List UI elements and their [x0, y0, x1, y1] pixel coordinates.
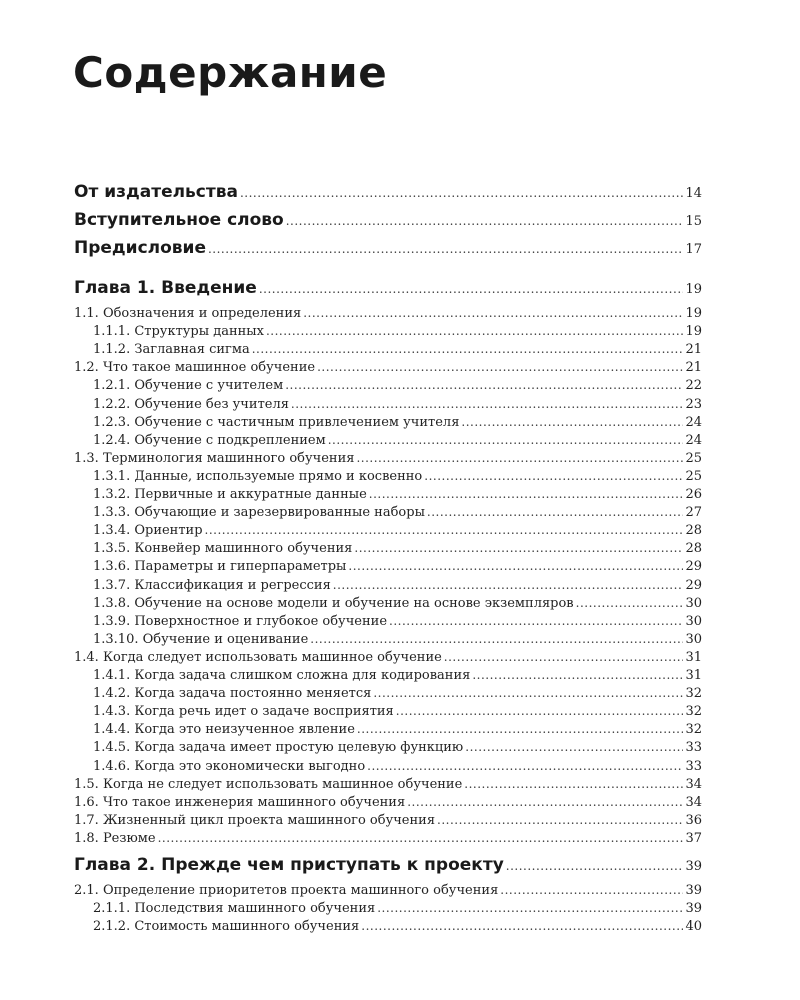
- toc-page-number: 25: [685, 450, 702, 466]
- toc-chapter-entry: [74, 238, 702, 258]
- toc-page-number: 15: [685, 214, 702, 229]
- dot-leader: [356, 451, 683, 465]
- toc-page-number: 33: [685, 758, 702, 774]
- toc-page-number: 19: [685, 306, 702, 321]
- toc-entry-title: От издательства: [74, 182, 238, 202]
- toc-page-number: 30: [685, 595, 702, 611]
- toc-subsection-entry: [93, 469, 702, 484]
- dot-leader: [576, 596, 684, 610]
- toc-entry-title: 1.7. Жизненный цикл проекта машинного обучения: [74, 812, 436, 828]
- toc-subsection-entry: [93, 487, 702, 502]
- toc-page-number: 29: [685, 559, 702, 575]
- toc-subsection-entry: [93, 505, 702, 520]
- toc-subsection-entry: [93, 632, 702, 647]
- toc-entry-title: 1.6. Что такое инженерия машинного обучения: [74, 794, 406, 810]
- toc-entry-title: 2.1.1. Последствия машинного обучения: [93, 901, 376, 916]
- toc-entry-title: 1.8. Резюме: [74, 830, 156, 846]
- dot-leader: [303, 306, 683, 320]
- toc-entry-title: 1.3.5. Конвейер машинного обучения: [93, 541, 353, 557]
- dot-leader: [396, 704, 684, 718]
- toc-subsection-entry: [93, 578, 702, 593]
- dot-leader: [317, 360, 683, 374]
- toc-section-entry: [74, 813, 702, 828]
- toc-page-number: 36: [685, 812, 702, 828]
- toc-entry-title: Глава 2. Прежде чем приступать к проекту: [74, 854, 504, 875]
- toc-entry-title: 1.3.6. Параметры и гиперпараметры: [93, 559, 347, 575]
- toc-page-number: 34: [685, 776, 702, 792]
- dot-leader: [252, 342, 684, 356]
- toc-entry-title: 1.3.7. Классификация и регрессия: [93, 577, 331, 593]
- dot-leader: [310, 632, 683, 646]
- toc-entry-title: 1.3.2. Первичные и аккуратные данные: [93, 487, 367, 502]
- toc-subsection-entry: [93, 596, 702, 611]
- toc-subsection-entry: [93, 901, 702, 916]
- toc-page-number: 30: [685, 631, 702, 647]
- toc-subsection-entry: [93, 415, 702, 430]
- dot-leader: [361, 919, 683, 933]
- toc-entry-title: 1.2.2. Обучение без учителя: [93, 396, 289, 412]
- dot-leader: [377, 901, 683, 915]
- toc-entry-title: 1.4.4. Когда это неизученное явление: [93, 722, 355, 738]
- toc-page-number: 26: [685, 487, 702, 502]
- dot-leader: [348, 559, 683, 573]
- dot-leader: [266, 324, 683, 338]
- toc-page-number: 31: [685, 668, 702, 683]
- toc-entry-title: 1.4.3. Когда речь идет о задаче восприятия: [93, 704, 394, 720]
- page-title: Содержание: [73, 48, 388, 97]
- toc-section-entry: [74, 306, 702, 321]
- dot-leader: [369, 487, 684, 501]
- toc-entry-title: 1.2.3. Обучение с частичным привлечением учителя: [93, 414, 460, 430]
- toc-chapter-entry: [74, 210, 702, 230]
- dot-leader: [286, 214, 684, 228]
- dot-leader: [367, 759, 683, 773]
- dot-leader: [465, 740, 683, 754]
- toc-entry-title: 1.3.9. Поверхностное и глубокое обучение: [93, 613, 388, 629]
- toc-subsection-entry: [93, 433, 702, 448]
- toc-section-entry: [74, 795, 702, 810]
- toc-page-number: 32: [685, 686, 702, 702]
- dot-leader: [240, 186, 683, 200]
- toc-page-number: 33: [685, 740, 702, 756]
- toc-entry-title: 1.3. Терминология машинного обучения: [74, 450, 355, 466]
- toc-page-number: 39: [685, 882, 702, 898]
- toc-section-entry: [74, 451, 702, 466]
- toc-page-number: 21: [685, 360, 702, 376]
- toc-entry-title: 1.4.1. Когда задача слишком сложна для кодирования: [93, 668, 471, 683]
- toc-subsection-entry: [93, 919, 702, 934]
- dot-leader: [259, 282, 684, 296]
- dot-leader: [328, 433, 684, 447]
- toc-entry-title: 1.4. Когда следует использовать машинное обучение: [74, 649, 442, 665]
- dot-leader: [407, 795, 683, 809]
- toc-page-number: 31: [685, 649, 702, 665]
- dot-leader: [424, 469, 683, 483]
- toc-entry-title: 1.3.1. Данные, используемые прямо и косвенно: [93, 468, 423, 484]
- dot-leader: [472, 668, 683, 682]
- toc-entry-title: 1.5. Когда не следует использовать машинное обучение: [74, 776, 463, 792]
- toc-entry-title: 1.4.6. Когда это экономически выгодно: [93, 758, 366, 774]
- toc-page-number: 34: [685, 794, 702, 810]
- toc-page-number: 19: [685, 282, 702, 297]
- toc-entry-title: 1.1. Обозначения и определения: [74, 306, 302, 321]
- dot-leader: [427, 505, 684, 519]
- toc-entry-title: 1.2. Что такое машинное обучение: [74, 360, 316, 376]
- dot-leader: [158, 831, 684, 845]
- dot-leader: [208, 242, 683, 256]
- toc-page-number: 21: [685, 342, 702, 358]
- toc-page-number: 17: [685, 242, 702, 257]
- toc-page-number: 37: [685, 830, 702, 846]
- toc-page-number: 19: [685, 324, 702, 340]
- toc-subsection-entry: [93, 759, 702, 774]
- toc-page-number: 32: [685, 722, 702, 738]
- toc-page-number: 24: [685, 432, 702, 448]
- dot-leader: [285, 378, 683, 392]
- toc-subsection-entry: [93, 740, 702, 755]
- dot-leader: [354, 541, 683, 555]
- dot-leader: [205, 523, 684, 537]
- toc-chapter-entry: [74, 182, 702, 202]
- dot-leader: [291, 397, 684, 411]
- toc-page-number: 25: [685, 468, 702, 484]
- toc-subsection-entry: [93, 397, 702, 412]
- toc-page-number: 28: [685, 523, 702, 539]
- toc-subsection-entry: [93, 523, 702, 538]
- toc-page-number: 30: [685, 613, 702, 629]
- toc-page-number: 24: [685, 414, 702, 430]
- toc-subsection-entry: [93, 686, 702, 701]
- toc-subsection-entry: [93, 668, 702, 683]
- toc-section-entry: [74, 360, 702, 375]
- toc-section-entry: [74, 883, 702, 898]
- toc-entry-title: 1.3.3. Обучающие и зарезервированные наборы: [93, 505, 425, 521]
- toc-page-number: 32: [685, 704, 702, 720]
- dot-leader: [373, 686, 683, 700]
- toc-page-number: 29: [685, 577, 702, 593]
- dot-leader: [461, 415, 683, 429]
- toc-entry-title: 1.1.1. Структуры данных: [93, 324, 264, 340]
- toc-entry-title: 1.1.2. Заглавная сигма: [93, 342, 250, 358]
- dot-leader: [389, 614, 683, 628]
- toc-subsection-entry: [93, 541, 702, 556]
- toc-entry-title: Вступительное слово: [74, 210, 284, 230]
- toc-page-number: 23: [685, 396, 702, 412]
- toc-subsection-entry: [93, 614, 702, 629]
- toc-subsection-entry: [93, 378, 702, 393]
- dot-leader: [357, 722, 684, 736]
- toc-page-number: 40: [685, 919, 702, 935]
- toc-entry-title: Предисловие: [74, 238, 206, 258]
- toc-subsection-entry: [93, 704, 702, 719]
- toc-page-number: 28: [685, 541, 702, 557]
- toc-section-entry: [74, 777, 702, 792]
- toc-subsection-entry: [93, 342, 702, 357]
- toc-entry-title: 1.4.2. Когда задача постоянно меняется: [93, 686, 372, 702]
- toc-entry-title: 1.3.10. Обучение и оценивание: [93, 631, 309, 647]
- toc-page-number: 14: [685, 186, 702, 201]
- toc-subsection-entry: [93, 722, 702, 737]
- dot-leader: [437, 813, 683, 827]
- dot-leader: [500, 883, 683, 897]
- toc-entry-title: 1.2.4. Обучение с подкреплением: [93, 432, 326, 448]
- dot-leader: [333, 578, 684, 592]
- toc-section-entry: [74, 831, 702, 846]
- dot-leader: [506, 859, 684, 873]
- toc-page-number: 27: [685, 505, 702, 521]
- toc-entry-title: 1.4.5. Когда задача имеет простую целевую функцию: [93, 740, 464, 756]
- toc-subsection-entry: [93, 324, 702, 339]
- toc-page-number: 39: [685, 858, 702, 874]
- toc-entry-title: 2.1. Определение приоритетов проекта машинного обучения: [74, 882, 499, 898]
- toc-entry-title: 1.3.8. Обучение на основе модели и обучение на основе экземпляров: [93, 595, 574, 611]
- toc-chapter-entry: [74, 278, 702, 298]
- toc-entry-title: 2.1.2. Стоимость машинного обучения: [93, 919, 360, 935]
- toc-subsection-entry: [93, 559, 702, 574]
- toc-entry-title: 1.2.1. Обучение с учителем: [93, 378, 284, 394]
- toc-page-number: 39: [685, 901, 702, 916]
- toc-page-number: 22: [685, 378, 702, 394]
- dot-leader: [444, 650, 684, 664]
- toc-entry-title: Глава 1. Введение: [74, 278, 257, 298]
- toc-section-entry: [74, 650, 702, 665]
- toc-entry-title: 1.3.4. Ориентир: [93, 523, 203, 539]
- dot-leader: [464, 777, 683, 791]
- toc-chapter-entry: [74, 855, 702, 875]
